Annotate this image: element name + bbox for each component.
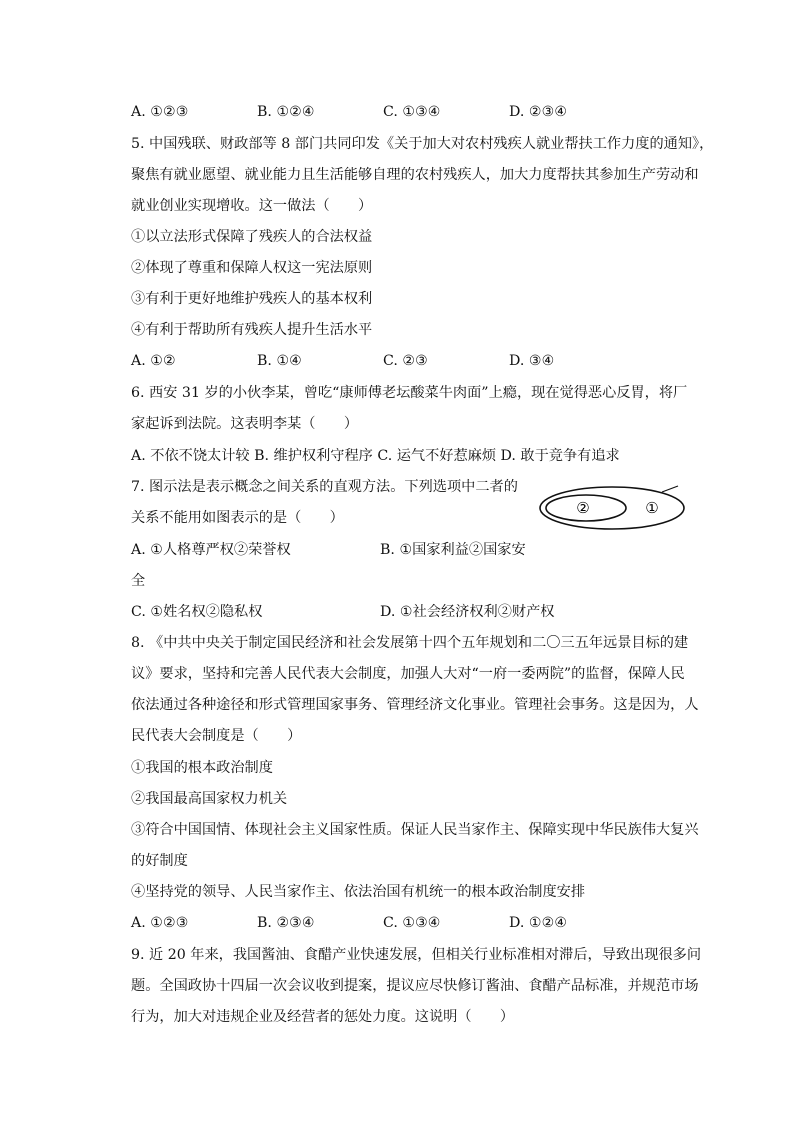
q8-stem-line-3: 依法通过各种途径和形式管理国家事务、管理经济文化事业。管理社会事务。这是因为，人 (131, 697, 699, 713)
q5-item-4: ④有利于帮助所有残疾人提升生活水平 (131, 322, 373, 338)
q7-option-b[interactable]: B. ①国家利益②国家安 (380, 542, 526, 558)
q5-item-1: ①以立法形式保障了残疾人的合法权益 (131, 229, 373, 245)
q9-stem-line-1: 9. 近 20 年来，我国酱油、食醋产业快速发展，但相关行业标准相对滞后，导致出现很多问 (131, 947, 702, 963)
q8-item-1: ①我国的根本政治制度 (131, 760, 273, 776)
outer-ellipse-tail (662, 486, 678, 492)
q9-stem-line-2: 题。全国政协十四届一次会议收到提案，提议应尽快修订酱油、食醋产品标准，并规范市场 (131, 978, 699, 994)
q4-option-c[interactable]: C. ①③④ (383, 104, 441, 120)
q8-item-3-wrap: 的好制度 (131, 853, 188, 869)
q5-item-3: ③有利于更好地维护残疾人的基本权利 (131, 291, 373, 307)
q6-options[interactable]: A. 不依不饶太计较 B. 维护权利守程序 C. 运气不好惹麻烦 D. 敢于竞争有追求 (131, 448, 620, 464)
q6-stem-line-2: 家起诉到法院。这表明李某（ ） (131, 416, 359, 432)
q7-option-d[interactable]: D. ①社会经济权利②财产权 (380, 604, 555, 620)
q8-item-2: ②我国最高国家权力机关 (131, 791, 288, 807)
q8-option-d[interactable]: D. ①②④ (509, 915, 568, 931)
outer-ellipse (540, 487, 684, 529)
q5-item-2: ②体现了尊重和保障人权这一宪法原则 (131, 260, 373, 276)
outer-label: ① (645, 499, 659, 517)
q4-option-a[interactable]: A. ①②③ (131, 104, 189, 120)
q5-option-d[interactable]: D. ③④ (509, 353, 555, 369)
q4-option-b[interactable]: B. ①②④ (257, 104, 315, 120)
q8-item-3: ③符合中国国情、体现社会主义国家性质。保证人民当家作主、保障实现中华民族伟大复兴 (131, 822, 699, 838)
q7-option-a[interactable]: A. ①人格尊严权②荣誉权 (131, 542, 291, 558)
q8-stem-line-4: 民代表大会制度是（ ） (131, 728, 302, 744)
q9-stem-line-3: 行为，加大对违规企业及经营者的惩处力度。这说明（ ） (131, 1009, 515, 1025)
q7-stem-line-1: 7. 图示法是表示概念之间关系的直观方法。下列选项中二者的 (131, 479, 518, 495)
q7-nested-ellipse-diagram (536, 478, 696, 538)
q5-stem-line-1: 5. 中国残联、财政部等 8 部门共同印发《关于加大对农村残疾人就业帮扶工作力度的通知》， (131, 136, 714, 152)
q7-option-b-wrap: 全 (131, 573, 146, 589)
inner-label: ② (576, 499, 590, 517)
q8-stem-line-1: 8. 《中共中央关于制定国民经济和社会发展第十四个五年规划和二〇三五年远景目标的建 (131, 635, 689, 651)
q6-stem-line-1: 6. 西安 31 岁的小伙李某，曾吃“康师傅老坛酸菜牛肉面”上瘾，现在觉得恶心反胃，将厂 (131, 385, 688, 401)
q5-option-a[interactable]: A. ①② (131, 353, 176, 369)
q8-option-a[interactable]: A. ①②③ (131, 915, 189, 931)
q5-option-b[interactable]: B. ①④ (257, 353, 302, 369)
q8-option-c[interactable]: C. ①③④ (383, 915, 441, 931)
q5-stem-line-3: 就业创业实现增收。这一做法（ ） (131, 198, 373, 214)
q8-item-4: ④坚持党的领导、人民当家作主、依法治国有机统一的根本政治制度安排 (131, 884, 586, 900)
q5-option-c[interactable]: C. ②③ (383, 353, 428, 369)
q7-stem-line-2: 关系不能用如图表示的是（ ） (131, 510, 344, 526)
q8-option-b[interactable]: B. ②③④ (257, 915, 315, 931)
q4-option-d[interactable]: D. ②③④ (509, 104, 568, 120)
q8-stem-line-2: 议》要求，坚持和完善人民代表大会制度，加强人大对“一府一委两院”的监督，保障人民 (131, 666, 685, 682)
q5-stem-line-2: 聚焦有就业愿望、就业能力且生活能够自理的农村残疾人，加大力度帮扶其参加生产劳动和 (131, 167, 699, 183)
q7-option-c[interactable]: C. ①姓名权②隐私权 (131, 604, 263, 620)
